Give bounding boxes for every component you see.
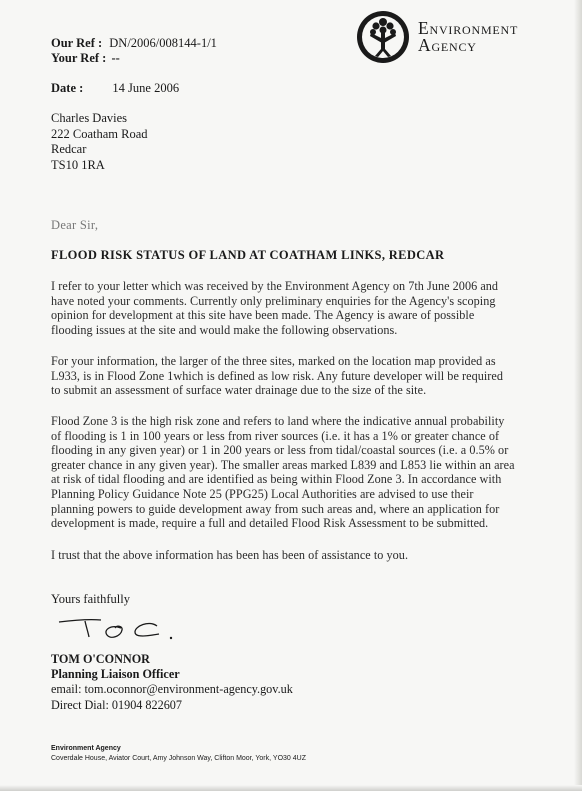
footer-org: Environment Agency: [51, 745, 121, 752]
p3-line: at risk of tidal flooding and are identified as being within Flood Zone 3. In accordance with: [51, 472, 502, 487]
p3-line: greater chance in any given year). The smaller areas marked L839 and L853 lie within an area: [51, 457, 515, 472]
recipient-name: Charles Davies: [51, 111, 128, 125]
your-ref-value: --: [111, 51, 120, 65]
logo-wordmark: [418, 20, 518, 54]
p3-line: Flood Zone 3 is the high risk zone and refers to land where the indicative annual probability: [51, 414, 505, 428]
your-ref-label: Your Ref :: [51, 51, 107, 65]
date-label: Date :: [51, 81, 84, 95]
closing: Yours faithfully: [51, 592, 130, 606]
p2-line: to submit an assessment of surface water drainage due to the size of the site.: [51, 383, 427, 398]
logo-line-2: Agency: [418, 35, 477, 55]
signatory-email: email: tom.oconnor@environment-agency.gov.uk: [51, 682, 293, 697]
p1-line: flooding issues at the site and would make the following observations.: [51, 322, 398, 337]
scan-edge-shadow: [574, 0, 582, 791]
p3-line: Planning Policy Guidance Note 25 (PPG25) Local Authorities are advised to use their: [51, 486, 474, 501]
p1-line: I refer to your letter which was received by the Environment Agency on 7th June 2006 and: [51, 279, 499, 293]
p1-line: opinion for development at this site have been made. The Agency is aware of possible: [51, 308, 475, 323]
logo-line-1: Environment: [418, 18, 519, 38]
date-line: [51, 81, 179, 96]
signatory-title: Planning Liaison Officer: [51, 667, 180, 682]
p3-line: of flooding is 1 in 100 years or less from river sources (i.e. it has a 1% or greater chance of: [51, 428, 500, 443]
subject-line: FLOOD RISK STATUS OF LAND AT COATHAM LINKS, REDCAR: [51, 248, 445, 262]
signatory-phone: Direct Dial: 01904 822607: [51, 697, 182, 712]
our-ref: [51, 36, 217, 51]
p1-line: have noted your comments. Currently only preliminary enquiries for the Agency's scoping: [51, 293, 496, 308]
your-ref: [51, 51, 120, 66]
signatory-name: TOM O'CONNOR: [51, 652, 150, 666]
recipient-address: [51, 111, 148, 173]
handwritten-signature: [55, 612, 185, 646]
body-paragraph-1: [51, 279, 498, 337]
p4-line: I trust that the above information has been has been of assistance to you.: [51, 548, 409, 562]
p3-line: planning powers to guide development away from such areas and, where an application for: [51, 501, 500, 516]
signatory-block: [51, 652, 293, 713]
footer-address: Coverdale House, Aviator Court, Amy Johnson Way, Clifton Moor, York, YO30 4UZ: [51, 755, 306, 762]
p3-line: flooding in any given year) or 1 in 200 years or less from tidal/coastal sources (i.e. a 0.5% or: [51, 443, 509, 458]
recipient-street: 222 Coatham Road: [51, 126, 148, 141]
p2-line: For your information, the larger of the three sites, marked on the location map provided as: [51, 354, 496, 368]
environment-agency-emblem-icon: [355, 9, 411, 65]
body-paragraph-3: [51, 414, 515, 531]
salutation: Dear Sir,: [51, 218, 99, 232]
our-ref-value: DN/2006/008144-1/1: [109, 36, 217, 50]
recipient-postcode: TS10 1RA: [51, 157, 105, 172]
body-paragraph-4: [51, 548, 408, 563]
date-value: 14 June 2006: [112, 81, 180, 95]
scan-bottom-shadow: [0, 785, 582, 791]
p3-line: development is made, require a full and detailed Flood Risk Assessment to be submitted.: [51, 516, 489, 531]
our-ref-label: Our Ref :: [51, 36, 103, 50]
body-paragraph-2: [51, 354, 503, 398]
recipient-town: Redcar: [51, 142, 87, 156]
p2-line: L933, is in Flood Zone 1which is defined as low risk. Any future developer will be required: [51, 368, 504, 383]
